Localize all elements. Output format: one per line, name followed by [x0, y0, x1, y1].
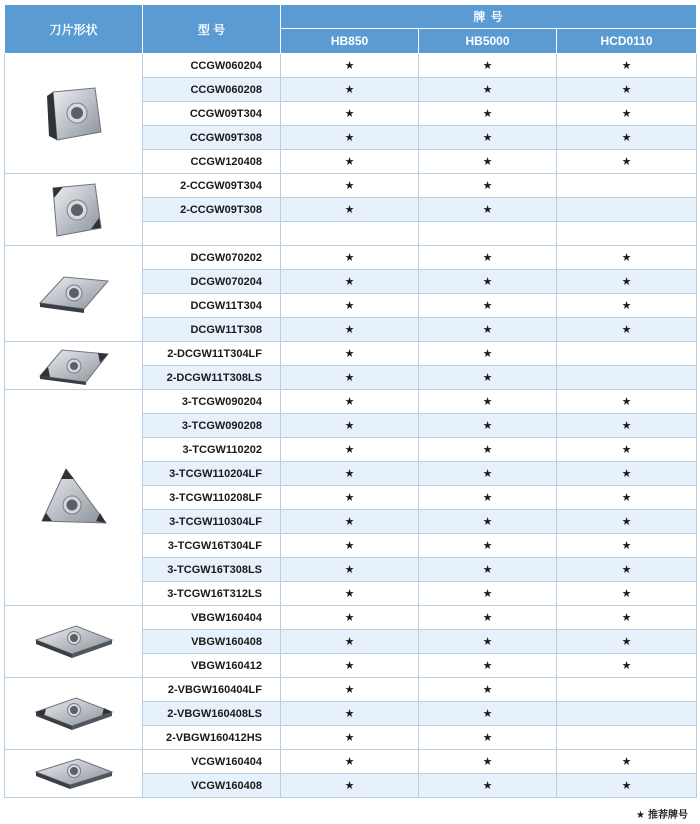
star-icon: ★: [557, 390, 697, 414]
square-insert-icon: [5, 54, 143, 174]
star-icon: ★: [281, 438, 419, 462]
table-row: [5, 750, 697, 774]
model-cell: DCGW070202: [143, 246, 281, 270]
star-icon: ★: [419, 390, 557, 414]
star-icon: ★: [419, 438, 557, 462]
model-cell: 2-VBGW160408LS: [143, 702, 281, 726]
star-icon: ★: [281, 342, 419, 366]
empty-cell: [557, 198, 697, 222]
star-icon: ★: [419, 486, 557, 510]
square-insert-two-tip-icon: [5, 174, 143, 246]
model-cell: 3-TCGW110208LF: [143, 486, 281, 510]
star-icon: ★: [557, 534, 697, 558]
model-cell: VCGW160408: [143, 774, 281, 798]
star-icon: ★: [419, 174, 557, 198]
star-icon: ★: [557, 414, 697, 438]
empty-cell: [557, 678, 697, 702]
header-model: 型 号: [143, 5, 281, 54]
star-icon: ★: [557, 582, 697, 606]
legend-text: 推荐牌号: [648, 810, 688, 821]
star-icon: ★: [281, 294, 419, 318]
star-icon: ★: [281, 318, 419, 342]
model-cell: CCGW060208: [143, 78, 281, 102]
model-cell: 3-TCGW16T312LS: [143, 582, 281, 606]
rhombic-35-insert-icon: [5, 606, 143, 678]
star-icon: ★: [419, 606, 557, 630]
rhombic-55-two-tip-insert-icon: [5, 342, 143, 390]
header-grade-hb5000: HB5000: [419, 29, 557, 54]
star-icon: ★: [557, 558, 697, 582]
model-cell: 3-TCGW090208: [143, 414, 281, 438]
star-icon: ★: [419, 78, 557, 102]
star-icon: ★: [419, 582, 557, 606]
star-icon: ★: [281, 462, 419, 486]
empty-cell: [557, 726, 697, 750]
star-icon: ★: [557, 318, 697, 342]
star-icon: ★: [281, 366, 419, 390]
star-icon: ★: [557, 606, 697, 630]
star-icon: ★: [281, 678, 419, 702]
star-icon: ★: [419, 54, 557, 78]
table-row: [5, 606, 697, 630]
model-cell: VBGW160408: [143, 630, 281, 654]
star-icon: ★: [557, 750, 697, 774]
star-icon: ★: [281, 606, 419, 630]
star-icon: ★: [557, 438, 697, 462]
table-row: [5, 678, 697, 702]
star-icon: ★: [281, 54, 419, 78]
star-icon: ★: [419, 102, 557, 126]
star-icon: ★: [557, 462, 697, 486]
model-cell: [143, 222, 281, 246]
rhombic-35-c-insert-icon: [5, 750, 143, 798]
model-cell: 2-VBGW160412HS: [143, 726, 281, 750]
star-icon: ★: [419, 150, 557, 174]
star-icon: ★: [281, 246, 419, 270]
star-icon: ★: [281, 702, 419, 726]
table-row: [5, 174, 697, 198]
star-icon: ★: [419, 654, 557, 678]
star-icon: ★: [281, 534, 419, 558]
legend-footnote: [636, 806, 688, 821]
empty-cell: [557, 222, 697, 246]
star-icon: ★: [281, 270, 419, 294]
star-icon: ★: [281, 102, 419, 126]
star-icon: ★: [557, 126, 697, 150]
header-grade-hb850: HB850: [281, 29, 419, 54]
star-icon: ★: [281, 486, 419, 510]
table-row: [5, 342, 697, 366]
model-cell: 3-TCGW16T304LF: [143, 534, 281, 558]
star-icon: ★: [419, 414, 557, 438]
rhombic-35-two-tip-insert-icon: [5, 678, 143, 750]
model-cell: DCGW070204: [143, 270, 281, 294]
model-cell: 3-TCGW110202: [143, 438, 281, 462]
star-icon: ★: [557, 78, 697, 102]
star-icon: ★: [419, 534, 557, 558]
star-icon: ★: [281, 582, 419, 606]
table-row: [5, 246, 697, 270]
star-icon: ★: [281, 78, 419, 102]
model-cell: 2-CCGW09T304: [143, 174, 281, 198]
star-icon: ★: [281, 414, 419, 438]
empty-cell: [557, 342, 697, 366]
model-cell: CCGW060204: [143, 54, 281, 78]
star-icon: ★: [281, 774, 419, 798]
model-cell: CCGW120408: [143, 150, 281, 174]
model-cell: 2-DCGW11T304LF: [143, 342, 281, 366]
model-cell: CCGW09T308: [143, 126, 281, 150]
star-icon: ★: [281, 750, 419, 774]
model-cell: 3-TCGW110304LF: [143, 510, 281, 534]
star-icon: ★: [419, 630, 557, 654]
star-icon: ★: [557, 102, 697, 126]
model-cell: 2-DCGW11T308LS: [143, 366, 281, 390]
star-icon: ★: [419, 270, 557, 294]
model-cell: DCGW11T304: [143, 294, 281, 318]
model-cell: DCGW11T308: [143, 318, 281, 342]
star-icon: ★: [419, 126, 557, 150]
table-row: [5, 54, 697, 78]
model-cell: 2-CCGW09T308: [143, 198, 281, 222]
star-icon: ★: [281, 150, 419, 174]
header-brand: 牌 号: [281, 5, 697, 29]
table-row: [5, 390, 697, 414]
star-icon: ★: [281, 390, 419, 414]
star-icon: ★: [557, 294, 697, 318]
star-icon: ★: [281, 510, 419, 534]
star-icon: ★: [636, 810, 645, 821]
triangle-insert-icon: [5, 390, 143, 606]
model-cell: VCGW160404: [143, 750, 281, 774]
star-icon: ★: [419, 294, 557, 318]
insert-grade-table: [4, 4, 697, 798]
header-grade-hcd0110: HCD0110: [557, 29, 697, 54]
star-icon: ★: [557, 510, 697, 534]
star-icon: ★: [557, 54, 697, 78]
star-icon: ★: [281, 726, 419, 750]
star-icon: ★: [281, 174, 419, 198]
star-icon: ★: [419, 726, 557, 750]
model-cell: VBGW160404: [143, 606, 281, 630]
model-cell: VBGW160412: [143, 654, 281, 678]
model-cell: CCGW09T304: [143, 102, 281, 126]
star-icon: ★: [419, 366, 557, 390]
star-icon: ★: [419, 246, 557, 270]
star-icon: ★: [419, 342, 557, 366]
star-icon: ★: [419, 198, 557, 222]
star-icon: ★: [419, 558, 557, 582]
star-icon: ★: [557, 150, 697, 174]
star-icon: ★: [419, 750, 557, 774]
model-cell: 3-TCGW090204: [143, 390, 281, 414]
empty-cell: [557, 174, 697, 198]
star-icon: ★: [281, 630, 419, 654]
star-icon: ★: [557, 654, 697, 678]
star-icon: ★: [419, 318, 557, 342]
star-icon: ★: [281, 558, 419, 582]
star-icon: ★: [281, 126, 419, 150]
star-icon: ★: [281, 654, 419, 678]
star-icon: ★: [557, 246, 697, 270]
model-cell: 2-VBGW160404LF: [143, 678, 281, 702]
header-shape: 刀片形状: [5, 5, 143, 54]
star-icon: ★: [419, 462, 557, 486]
star-icon: ★: [281, 198, 419, 222]
empty-cell: [419, 222, 557, 246]
model-cell: 3-TCGW110204LF: [143, 462, 281, 486]
star-icon: ★: [419, 510, 557, 534]
rhombic-55-insert-icon: [5, 246, 143, 342]
star-icon: ★: [419, 702, 557, 726]
star-icon: ★: [419, 774, 557, 798]
empty-cell: [281, 222, 419, 246]
empty-cell: [557, 702, 697, 726]
empty-cell: [557, 366, 697, 390]
star-icon: ★: [419, 678, 557, 702]
star-icon: ★: [557, 270, 697, 294]
star-icon: ★: [557, 486, 697, 510]
model-cell: 3-TCGW16T308LS: [143, 558, 281, 582]
star-icon: ★: [557, 630, 697, 654]
star-icon: ★: [557, 774, 697, 798]
